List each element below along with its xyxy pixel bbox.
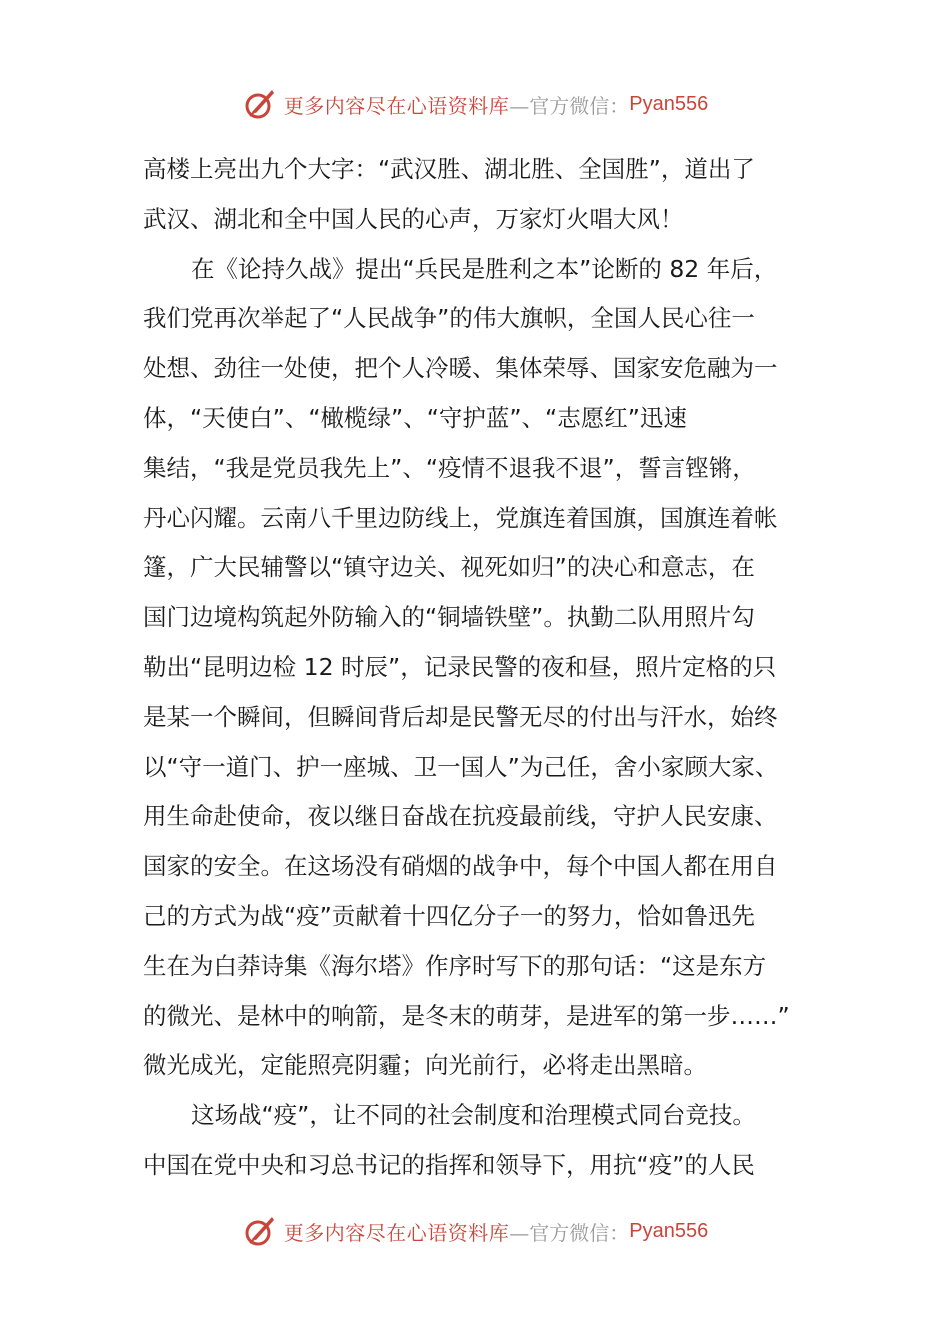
body-line: 在《论持久战》提出“兵民是胜利之本”论断的 82 年后， — [191, 254, 778, 283]
body-line: 以“守一道门、护一座城、卫一国人”为己任，舍小家顾大家、 — [143, 752, 779, 781]
watermark-separator: —官方微信： — [509, 93, 630, 118]
body-line: 微光成光，定能照亮阴霾；向光前行，必将走出黑暗。 — [143, 1051, 707, 1080]
footer-watermark — [0, 1211, 950, 1251]
quill-logo-icon — [242, 1213, 278, 1249]
body-line: 的微光、是林中的响箭，是冬末的萌芽，是进军的第一步……” — [143, 1001, 790, 1030]
body-line: 国门边境构筑起外防输入的“铜墙铁壁”。执勤二队用照片勾 — [143, 603, 755, 632]
watermark-wechat-id: Pyan556 — [629, 92, 709, 115]
body-line: 丹心闪耀。云南八千里边防线上，党旗连着国旗，国旗连着帐 — [143, 503, 778, 532]
body-line: 篷，广大民辅警以“镇守边关、视死如归”的决心和意志，在 — [143, 553, 755, 582]
body-line: 己的方式为战“疫”贡献着十四亿分子一的努力，恰如鲁迅先 — [143, 901, 755, 930]
watermark-text: 更多内容尽在心语资料库 — [283, 93, 510, 118]
body-line: 高楼上亮出九个大字：“武汉胜、湖北胜、全国胜”，道出了 — [143, 155, 755, 183]
body-line: 是某一个瞬间，但瞬间背后却是民警无尽的付出与汗水，始终 — [143, 702, 778, 731]
body-line: 集结，“我是党员我先上”、“疫情不退我不退”，誓言铿锵， — [143, 453, 756, 482]
watermark-separator: —官方微信： — [509, 1220, 630, 1245]
body-line: 处想、劲往一处使，把个人冷暖、集体荣辱、国家安危融为一 — [143, 354, 778, 383]
body-line: 这场战“疫”，让不同的社会制度和治理模式同台竞技。 — [191, 1101, 756, 1130]
body-line: 国家的安全。在这场没有硝烟的战争中，每个中国人都在用自 — [143, 852, 778, 881]
watermark-text: 更多内容尽在心语资料库 — [283, 1220, 510, 1245]
body-line: 中国在党中央和习总书记的指挥和领导下，用抗“疫”的人民 — [143, 1150, 755, 1179]
document-body — [143, 145, 808, 1191]
body-line: 生在为白莽诗集《海尔塔》作序时写下的那句话：“这是东方 — [143, 951, 767, 980]
body-line: 我们党再次举起了“人民战争”的伟大旗帜，全国人民心往一 — [143, 304, 755, 333]
body-line: 武汉、湖北和全中国人民的心声，万家灯火唱大风！ — [143, 204, 684, 233]
body-line: 用生命赴使命，夜以继日奋战在抗疫最前线，守护人民安康、 — [143, 802, 778, 831]
quill-logo-icon — [242, 86, 278, 122]
body-line: 体，“天使白”、“橄榄绿”、“守护蓝”、“志愿红”迅速 — [143, 403, 687, 432]
header-watermark — [0, 84, 950, 124]
watermark-wechat-id: Pyan556 — [629, 1219, 709, 1242]
body-line: 勒出“昆明边检 12 时辰”，记录民警的夜和昼，照片定格的只 — [143, 652, 777, 681]
